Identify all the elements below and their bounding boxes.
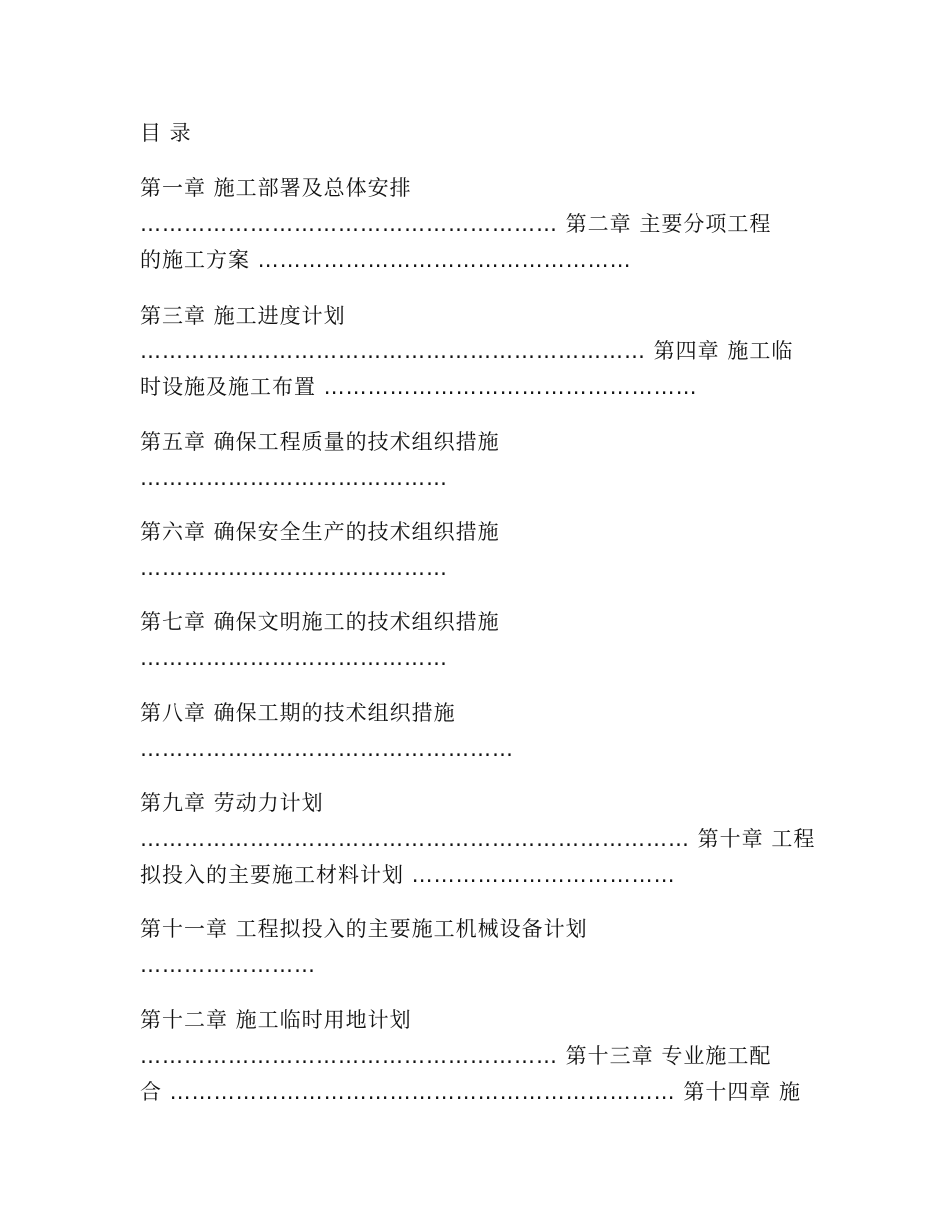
toc-line-chapter-10-cont: 拟投入的主要施工材料计划 ……………………………… bbox=[140, 863, 676, 887]
toc-line-chapter-3: 第三章 施工进度计划 bbox=[140, 304, 346, 328]
toc-line-chapter-8: 第八章 确保工期的技术组织措施 bbox=[140, 701, 456, 725]
toc-line-chapter-11: 第十一章 工程拟投入的主要施工机械设备计划 bbox=[140, 917, 588, 941]
toc-line-chapter-7: 第七章 确保文明施工的技术组织措施 bbox=[140, 610, 500, 634]
toc-line-dots-chapter-7: …………………………………… bbox=[140, 646, 448, 670]
toc-line-dots-chapter-4: …………………………………………………………… 第四章 施工临 bbox=[140, 339, 794, 363]
toc-line-chapter-13-cont: 合 …………………………………………………………… 第十四章 施 bbox=[140, 1080, 802, 1104]
toc-line-dots-chapter-5: …………………………………… bbox=[140, 466, 448, 490]
toc-line-dots-chapter-2: ………………………………………………… 第二章 主要分项工程 bbox=[140, 212, 772, 236]
toc-line-dots-chapter-10: ………………………………………………………………… 第十章 工程 bbox=[140, 827, 816, 851]
toc-line-chapter-6: 第六章 确保安全生产的技术组织措施 bbox=[140, 520, 500, 544]
toc-line-dots-chapter-13: ………………………………………………… 第十三章 专业施工配 bbox=[140, 1044, 772, 1068]
toc-line-chapter-1: 第一章 施工部署及总体安排 bbox=[140, 176, 412, 200]
toc-line-chapter-12: 第十二章 施工临时用地计划 bbox=[140, 1008, 412, 1032]
toc-line-dots-chapter-8: …………………………………………… bbox=[140, 737, 514, 761]
toc-line-dots-chapter-6: …………………………………… bbox=[140, 556, 448, 580]
toc-title: 目 录 bbox=[140, 121, 192, 145]
toc-line-chapter-2-cont: 的施工方案 …………………………………………… bbox=[140, 248, 632, 272]
toc-line-dots-chapter-11: …………………… bbox=[140, 953, 316, 977]
toc-line-chapter-5: 第五章 确保工程质量的技术组织措施 bbox=[140, 430, 500, 454]
toc-line-chapter-4-cont: 时设施及施工布置 …………………………………………… bbox=[140, 375, 698, 399]
toc-line-chapter-9: 第九章 劳动力计划 bbox=[140, 791, 324, 815]
